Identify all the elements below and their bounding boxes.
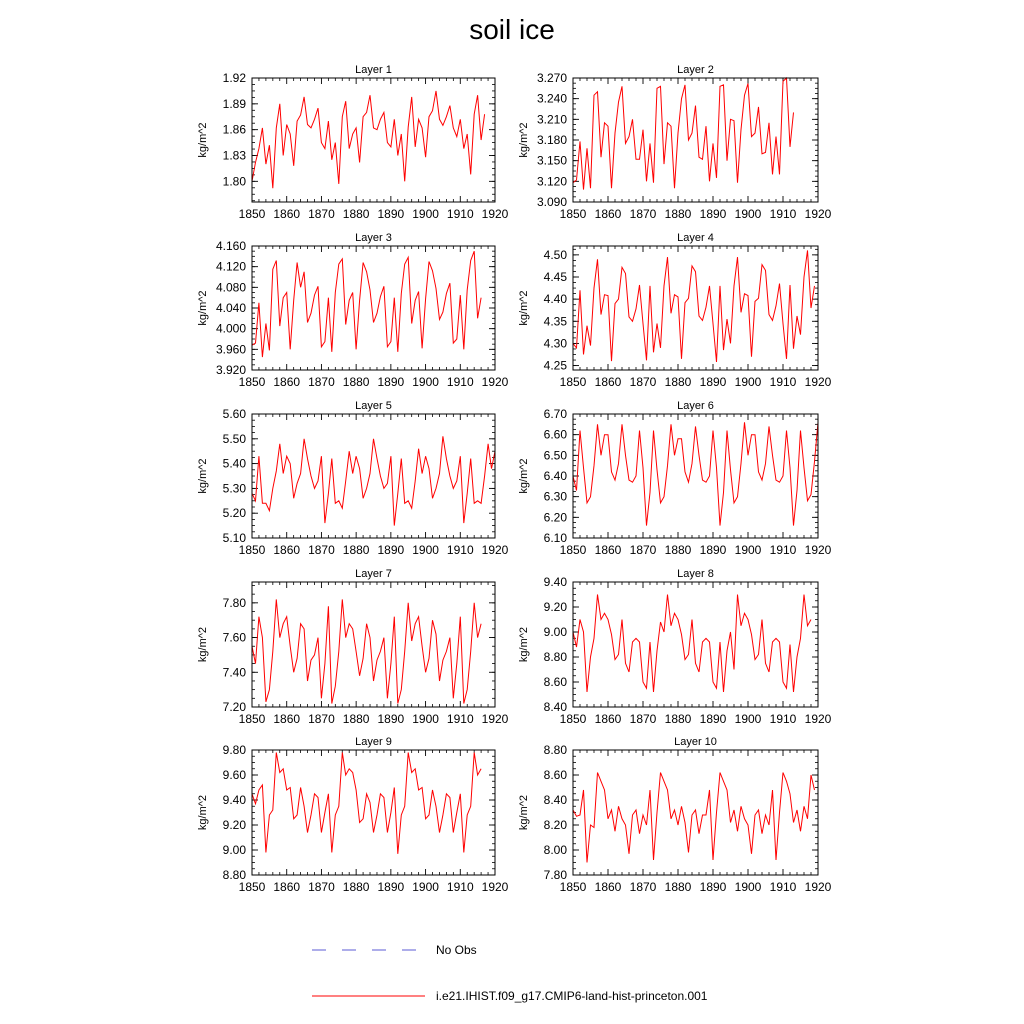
- layer-8-x-tick-label: 1860: [594, 712, 622, 726]
- layer-10-x-tick-label: 1920: [804, 880, 832, 894]
- layer-1-panel: [197, 64, 509, 221]
- layer-6-y-tick-label: 6.10: [543, 531, 567, 545]
- layer-10-y-tick-label: 8.00: [543, 843, 567, 857]
- layer-6-y-tick-label: 6.70: [543, 407, 567, 421]
- layer-6-y-tick-label: 6.50: [543, 448, 567, 463]
- layer-3-y-tick-label: 3.960: [215, 342, 246, 357]
- layer-5-x-tick-label: 1850: [238, 543, 266, 557]
- layer-3-x-tick-label: 1860: [273, 375, 301, 389]
- layer-10-panel: [518, 736, 832, 894]
- layer-9-y-tick-label: 9.60: [222, 768, 246, 782]
- layer-6-y-tick-label: 6.30: [543, 489, 567, 504]
- layer-4-y-tick-label: 4.50: [543, 247, 567, 262]
- layer-9-y-tick-label: 9.20: [222, 818, 246, 832]
- layer-1-x-tick-label: 1850: [238, 207, 266, 221]
- layer-4-x-tick-label: 1920: [804, 375, 832, 389]
- layer-4-y-tick-label: 4.40: [543, 292, 567, 307]
- layer-5-x-tick-label: 1870: [308, 543, 335, 557]
- layer-5-x-tick-label: 1860: [273, 543, 301, 557]
- layer-6-y-tick-label: 6.20: [543, 510, 567, 525]
- layer-7-ylabel: kg/m^2: [197, 626, 209, 663]
- layer-8-x-tick-label: 1870: [629, 712, 657, 726]
- layer-6-x-tick-label: 1920: [804, 543, 832, 557]
- layer-5-series-line: [252, 436, 495, 525]
- layer-4-ylabel: kg/m^2: [518, 290, 530, 326]
- layer-9-x-tick-label: 1850: [238, 880, 266, 894]
- layer-6-x-tick-label: 1880: [664, 543, 692, 557]
- layer-5-y-tick-label: 5.50: [222, 431, 246, 446]
- layer-9-x-tick-label: 1860: [273, 880, 301, 894]
- layer-5-x-tick-label: 1910: [446, 543, 474, 557]
- layer-9-y-tick-label: 9.80: [222, 743, 246, 757]
- layer-8-panel: [518, 568, 832, 726]
- layer-2-x-tick-label: 1910: [769, 207, 797, 221]
- layer-9-x-tick-label: 1880: [342, 880, 370, 894]
- layer-1-x-tick-label: 1900: [412, 207, 439, 221]
- layer-2-y-tick-label: 3.210: [536, 112, 567, 127]
- layer-1-x-tick-label: 1890: [377, 207, 405, 221]
- layer-1-x-tick-label: 1870: [308, 207, 335, 221]
- layer-5-y-tick-label: 5.30: [222, 481, 246, 496]
- layer-2-x-tick-label: 1920: [804, 207, 832, 221]
- layer-3-panel: [197, 232, 509, 389]
- layer-3-x-tick-label: 1880: [342, 375, 370, 389]
- layer-7-title: Layer 7: [355, 568, 392, 580]
- layer-3-x-tick-label: 1920: [481, 375, 509, 389]
- layer-7-x-tick-label: 1850: [238, 712, 266, 726]
- layer-4-panel: [518, 232, 832, 389]
- layer-1-x-tick-label: 1880: [342, 207, 370, 221]
- layer-5-x-tick-label: 1900: [412, 543, 439, 557]
- layer-8-y-tick-label: 9.20: [543, 600, 567, 614]
- layer-8-x-tick-label: 1910: [769, 712, 797, 726]
- layer-10-y-tick-label: 8.20: [543, 818, 567, 832]
- layer-9-series-line: [252, 753, 481, 854]
- layer-8-frame: [573, 582, 818, 707]
- layer-2-y-tick-label: 3.150: [536, 153, 567, 168]
- layer-3-x-tick-label: 1870: [308, 375, 335, 389]
- layer-2-x-tick-label: 1880: [664, 207, 692, 221]
- layer-6-panel: [518, 400, 832, 557]
- layer-4-x-tick-label: 1890: [699, 375, 727, 389]
- layer-10-x-tick-label: 1880: [664, 880, 692, 894]
- layer-3-y-tick-label: 4.080: [215, 280, 246, 295]
- legend-lines: [312, 950, 425, 996]
- layer-2-x-tick-label: 1890: [699, 207, 727, 221]
- layer-6-frame: [573, 414, 818, 538]
- layer-2-title: Layer 2: [677, 64, 714, 76]
- layer-6-title: Layer 6: [677, 400, 714, 412]
- layer-10-title: Layer 10: [674, 736, 717, 748]
- layer-1-frame: [252, 78, 495, 202]
- layer-3-ylabel: kg/m^2: [197, 290, 209, 326]
- layer-8-x-tick-label: 1920: [804, 712, 832, 726]
- layer-7-x-tick-label: 1860: [273, 712, 301, 726]
- layer-5-title: Layer 5: [355, 400, 392, 412]
- layer-5-x-tick-label: 1880: [342, 543, 370, 557]
- layer-10-ylabel: kg/m^2: [518, 794, 530, 831]
- layer-7-y-tick-label: 7.40: [222, 665, 246, 680]
- layer-6-x-tick-label: 1890: [699, 543, 727, 557]
- layer-5-y-tick-label: 5.10: [222, 531, 246, 545]
- layer-3-x-tick-label: 1850: [238, 375, 266, 389]
- layer-10-series-line: [573, 773, 815, 863]
- layer-7-x-tick-label: 1890: [377, 712, 405, 726]
- layer-3-x-tick-label: 1910: [446, 375, 474, 389]
- layer-10-x-tick-label: 1910: [769, 880, 797, 894]
- layer-1-series-line: [252, 91, 485, 188]
- layer-7-x-tick-label: 1910: [446, 712, 474, 726]
- layer-10-x-tick-label: 1850: [559, 880, 587, 894]
- layer-5-x-tick-label: 1890: [377, 543, 405, 557]
- layer-6-ylabel: kg/m^2: [518, 458, 530, 494]
- layer-8-y-tick-label: 8.40: [543, 700, 567, 714]
- layer-4-y-tick-label: 4.35: [543, 314, 567, 329]
- layer-9-panel: [197, 736, 509, 894]
- layer-8-y-tick-label: 9.00: [543, 625, 567, 639]
- layer-2-x-tick-label: 1850: [559, 207, 587, 221]
- layer-2-y-tick-label: 3.090: [536, 195, 567, 209]
- layer-1-x-tick-label: 1920: [481, 207, 509, 221]
- layer-2-x-tick-label: 1860: [594, 207, 622, 221]
- layer-10-x-tick-label: 1870: [629, 880, 657, 894]
- layer-4-x-tick-label: 1870: [629, 375, 657, 389]
- layer-9-x-tick-label: 1870: [308, 880, 335, 894]
- layer-4-series-line: [573, 250, 815, 362]
- layer-6-y-tick-label: 6.40: [543, 469, 567, 483]
- layer-9-frame: [252, 750, 495, 875]
- layer-9-y-tick-label: 9.40: [222, 793, 246, 807]
- layer-7-x-tick-label: 1870: [308, 712, 335, 726]
- layer-9-x-tick-label: 1890: [377, 880, 405, 894]
- layer-3-y-tick-label: 4.000: [215, 321, 246, 336]
- layer-3-x-tick-label: 1900: [412, 375, 439, 389]
- layer-3-y-tick-label: 4.160: [215, 239, 246, 253]
- layer-10-y-tick-label: 7.80: [543, 868, 567, 882]
- layer-2-y-tick-label: 3.180: [536, 133, 567, 147]
- layer-4-x-tick-label: 1850: [559, 375, 587, 389]
- legend-obs-label: No Obs: [436, 943, 477, 957]
- layer-3-series-line: [252, 251, 481, 357]
- layer-9-x-tick-label: 1910: [446, 880, 474, 894]
- layer-9-y-tick-label: 8.80: [222, 868, 246, 882]
- layer-3-y-tick-label: 4.040: [215, 301, 246, 315]
- layer-7-x-tick-label: 1920: [481, 712, 509, 726]
- layer-1-y-tick-label: 1.80: [222, 174, 246, 189]
- layer-7-y-tick-label: 7.20: [222, 700, 246, 714]
- legend-model-label: i.e21.IHIST.f09_g17.CMIP6-land-hist-princeton.001: [436, 989, 708, 1003]
- layer-7-x-tick-label: 1900: [412, 712, 439, 726]
- layer-8-x-tick-label: 1890: [699, 712, 727, 726]
- layer-10-y-tick-label: 8.80: [543, 743, 567, 757]
- layer-2-x-tick-label: 1870: [629, 207, 657, 221]
- layer-4-x-tick-label: 1860: [594, 375, 622, 389]
- layer-3-frame: [252, 246, 495, 370]
- layer-2-ylabel: kg/m^2: [518, 122, 530, 158]
- layer-9-ylabel: kg/m^2: [197, 794, 209, 831]
- layer-2-x-tick-label: 1900: [734, 207, 762, 221]
- layer-2-series-line: [573, 78, 794, 190]
- layer-1-x-tick-label: 1860: [273, 207, 301, 221]
- layer-8-y-tick-label: 8.80: [543, 650, 567, 664]
- layer-8-x-tick-label: 1900: [734, 712, 762, 726]
- layer-10-y-tick-label: 8.60: [543, 768, 567, 782]
- layer-6-x-tick-label: 1850: [559, 543, 587, 557]
- layer-9-x-tick-label: 1900: [412, 880, 439, 894]
- layer-3-x-tick-label: 1890: [377, 375, 405, 389]
- layer-6-x-tick-label: 1860: [594, 543, 622, 557]
- layer-4-x-tick-label: 1900: [734, 375, 762, 389]
- layer-8-x-tick-label: 1850: [559, 712, 587, 726]
- layer-4-x-tick-label: 1880: [664, 375, 692, 389]
- layer-6-y-tick-label: 6.60: [543, 427, 567, 442]
- layer-1-y-tick-label: 1.86: [222, 122, 246, 137]
- layer-8-series-line: [573, 595, 811, 693]
- layer-5-frame: [252, 414, 495, 538]
- layer-5-ylabel: kg/m^2: [197, 458, 209, 494]
- layer-1-x-tick-label: 1910: [446, 207, 474, 221]
- layer-2-y-tick-label: 3.120: [536, 174, 567, 189]
- layer-6-series-line: [573, 422, 818, 525]
- layer-2-y-tick-label: 3.270: [536, 71, 567, 85]
- layer-4-y-tick-label: 4.30: [543, 336, 567, 351]
- layer-3-y-tick-label: 4.120: [215, 259, 246, 274]
- layer-7-y-tick-label: 7.60: [222, 630, 246, 645]
- layer-10-x-tick-label: 1900: [734, 880, 762, 894]
- layer-1-ylabel: kg/m^2: [197, 122, 209, 158]
- layer-8-y-tick-label: 8.60: [543, 675, 567, 689]
- layer-10-y-tick-label: 8.40: [543, 793, 567, 807]
- layer-7-y-tick-label: 7.80: [222, 595, 246, 610]
- layer-5-y-tick-label: 5.40: [222, 456, 246, 471]
- layer-3-y-tick-label: 3.920: [215, 363, 246, 377]
- layer-7-series-line: [252, 599, 481, 703]
- layer-8-y-tick-label: 9.40: [543, 575, 567, 589]
- layer-4-x-tick-label: 1910: [769, 375, 797, 389]
- layer-5-y-tick-label: 5.20: [222, 506, 246, 521]
- layer-1-y-tick-label: 1.83: [222, 148, 246, 163]
- layer-2-y-tick-label: 3.240: [536, 91, 567, 106]
- layer-1-y-tick-label: 1.92: [222, 71, 246, 85]
- layer-5-panel: [197, 400, 509, 557]
- layer-2-panel: [518, 64, 832, 221]
- layer-4-y-tick-label: 4.25: [543, 358, 567, 373]
- layer-9-title: Layer 9: [355, 736, 392, 748]
- layer-4-title: Layer 4: [677, 232, 714, 244]
- layer-9-x-tick-label: 1920: [481, 880, 509, 894]
- layer-4-y-tick-label: 4.45: [543, 270, 567, 284]
- layer-1-title: Layer 1: [355, 64, 392, 76]
- layer-9-y-tick-label: 9.00: [222, 843, 246, 857]
- layer-8-x-tick-label: 1880: [664, 712, 692, 726]
- layer-3-title: Layer 3: [355, 232, 392, 244]
- layer-6-x-tick-label: 1900: [734, 543, 762, 557]
- layer-8-ylabel: kg/m^2: [518, 626, 530, 663]
- layer-10-x-tick-label: 1890: [699, 880, 727, 894]
- layer-1-y-tick-label: 1.89: [222, 96, 246, 111]
- layer-6-x-tick-label: 1910: [769, 543, 797, 557]
- layer-5-x-tick-label: 1920: [481, 543, 509, 557]
- layer-6-x-tick-label: 1870: [629, 543, 657, 557]
- layer-7-x-tick-label: 1880: [342, 712, 370, 726]
- figure-title: soil ice: [469, 14, 555, 45]
- layer-5-y-tick-label: 5.60: [222, 407, 246, 421]
- layer-10-x-tick-label: 1860: [594, 880, 622, 894]
- layer-8-title: Layer 8: [677, 568, 714, 580]
- layer-7-panel: [197, 568, 509, 726]
